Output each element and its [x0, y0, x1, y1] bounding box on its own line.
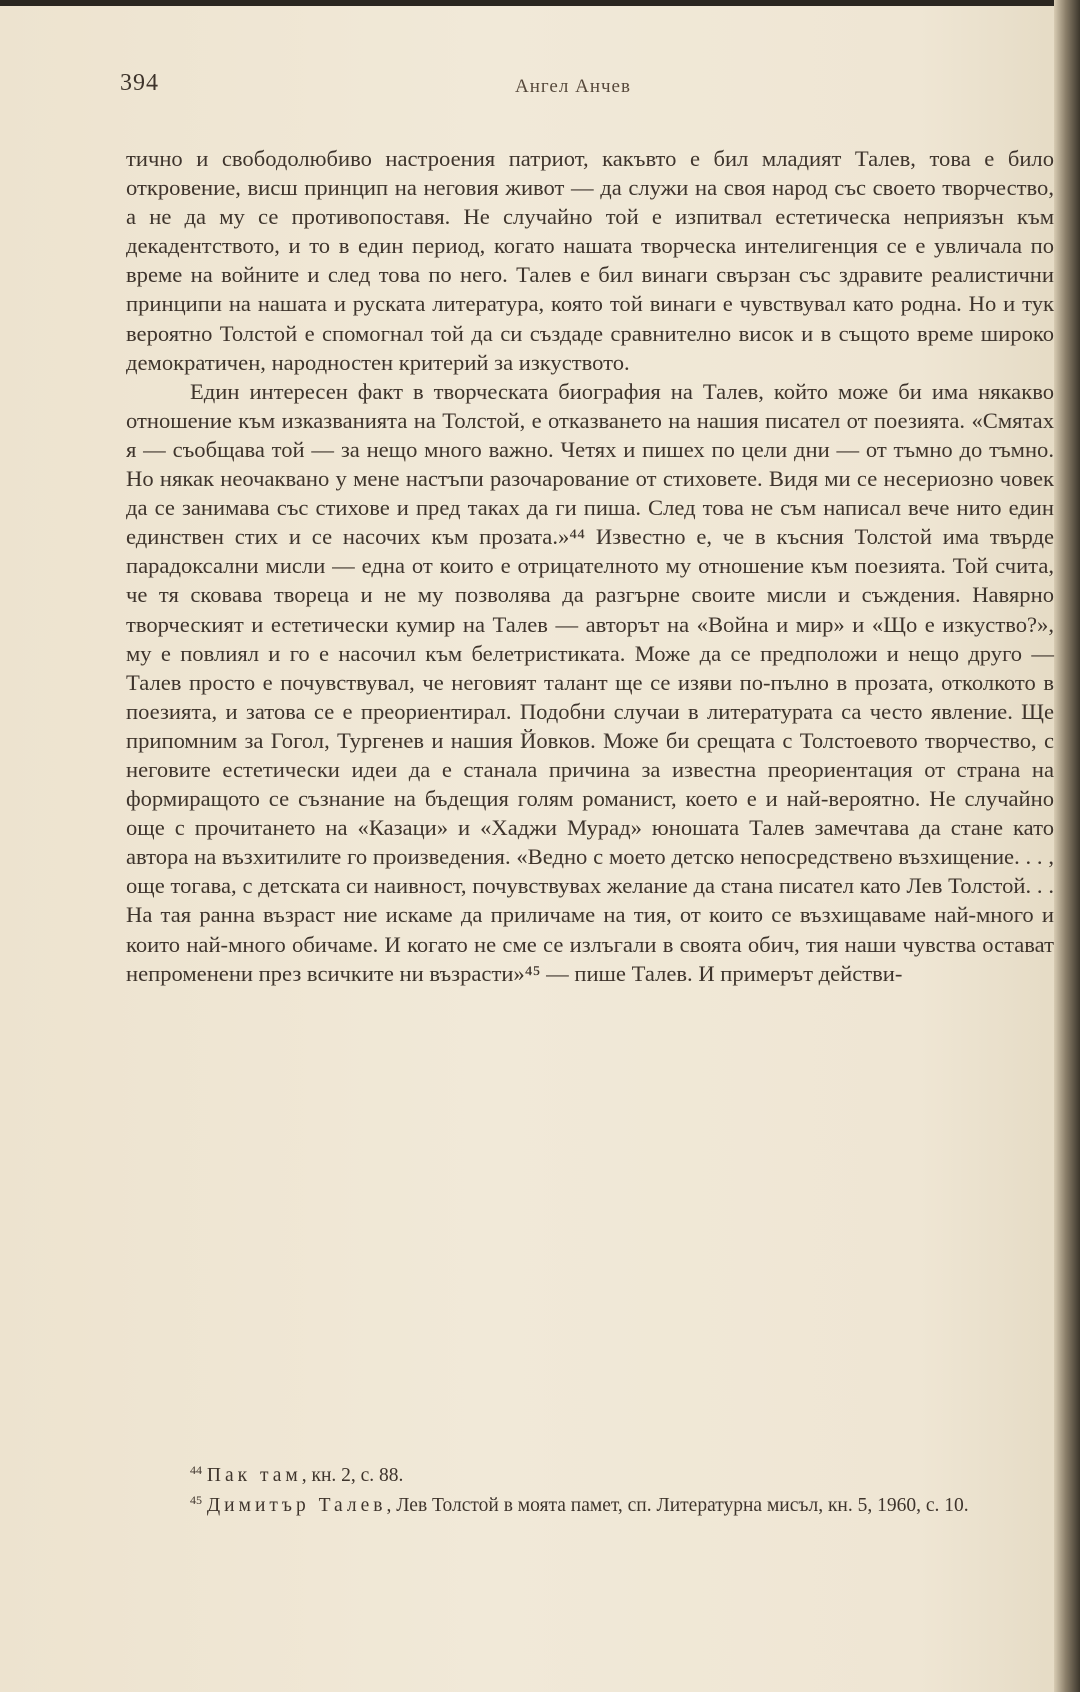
paragraph-1: тично и свободолюбиво настроения патриот, какъвто е бил младият Талев, това е било откровение, висш принцип на неговия живот — да служи на своя народ със своето творчество, а не да му се противопоставя. Не случайно той е изпитвал естетическа неприязън към декадентството, и то в един период, когато нашата творческа интелигенция се е увличала по време на войните и след това по него. Талев е бил винаги свързан със здравите реалистични принципи на нашата и руската литература, която той винаги е чувствувал като родна. Но и тук вероятно Толстой е спомогнал той да си създаде сравнително висок и в същото време широко демократичен, народностен критерий за изкуството. [126, 146, 1054, 375]
footnote-author: Димитър Талев [206, 1495, 387, 1516]
footnotes [126, 1458, 1054, 1518]
footnote-author: Пак там [206, 1465, 302, 1486]
paragraph-2: Един интересен факт в творческата биография на Талев, който може би има някакво отношение към изказванията на Толстой, е отказването на нашия писател от поезията. «Смятах я — съобщава той — за нещо много важно. Четях и пишех по цели дни — от тъмно до тъмно. Но някак неочаквано у мене настъпи разочарование от стиховете. Видя ми се несериозно човек да се занимава със стихове и пред таках да ги пиша. След това не съм написал вече нито един единствен стих и се насочих към прозата.»⁴⁴ Известно е, че в късния Толстой има твърде парадоксални мисли — една от които е отрицателното му отношение към поезията. Той счита, че тя сковава твореца и не му позволява да разгърне своите мисли и съждения. Навярно творческият и естетически кумир на Талев — авторът на «Война и мир» и «Що е изкуство?», му е повлиял и го е насочил към белетристиката. Може да се предположи и нещо друго — Талев просто е почувствувал, че неговият талант ще се изяви по-пълно в прозата, отколкото в поезията, и затова се е преориентирал. Подобни случаи в литературата са често явление. Ще припомним за Гогол, Тургенев и нашия Йовков. Може би срещата с Толстоевото творчество, с неговите естетически идеи да е станала причина за известна преориентация от страна на формиращото се съзнание на бъдещия голям романист, което е и най-вероятно. Не случайно още с прочитането на «Казаци» и «Хаджи Мурад» юношата Талев замечтава да стане като автора на възхитилите го произведения. «Ведно с моето детско непосредствено възхищение. . . , още тогава, с детската си наивност, почувствувах желание да стана писател като Лев Толстой. . . На тая ранна възраст ние искаме да приличаме на тия, от които се възхищаваме най-много и които най-много обичаме. И когато не сме се излъгали в своята обич, тия наши чувства остават непроменени през всичките ни възрасти»⁴⁵ — пише Талев. И примерът действи- [126, 378, 1054, 986]
footnote-text: , Лев Толстой в моята памет, сп. Литературна мисъл, кн. 5, 1960, с. 10. [386, 1495, 969, 1516]
page-binding-edge [1054, 0, 1080, 1692]
footnote-45 [126, 1488, 1054, 1518]
running-head: Ангел Анчев [515, 76, 631, 97]
main-text [126, 144, 1054, 988]
footnote-marker: 44 [190, 1463, 202, 1477]
page-number: 394 [120, 70, 159, 96]
page-top-edge [0, 0, 1080, 6]
footnote-marker: 45 [190, 1493, 202, 1507]
page-header [120, 70, 1060, 110]
footnote-44 [126, 1458, 1054, 1488]
footnote-text: , кн. 2, с. 88. [301, 1465, 404, 1486]
